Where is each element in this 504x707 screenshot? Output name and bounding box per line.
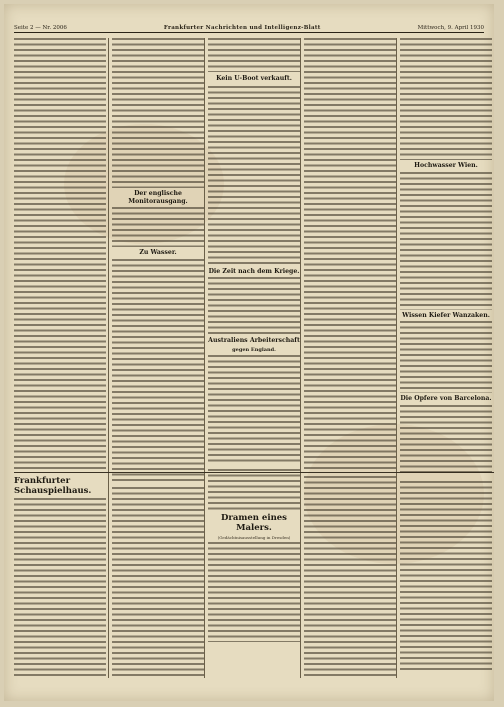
page-label: Seite 2 — Nr. 2006 — [14, 25, 67, 31]
article-body — [14, 38, 106, 470]
page-header — [14, 18, 484, 33]
article-body — [112, 207, 204, 247]
column-1 — [14, 38, 106, 678]
article-heading-australien: Australiens Arbeiterschaft — [208, 337, 300, 344]
article-body — [400, 38, 492, 160]
article-body — [304, 476, 396, 676]
article-body — [400, 321, 492, 393]
article-body — [112, 38, 204, 188]
article-body — [208, 38, 300, 72]
column-rule — [108, 38, 109, 678]
article-heading-dramen: Dramen eines Malers. — [221, 512, 287, 533]
article-body — [112, 259, 204, 481]
article-body — [400, 405, 492, 475]
column-rule — [204, 38, 205, 678]
article-subheading-dramen: (Gedächtnisausstellung in Dresden) — [217, 534, 291, 540]
article-heading-schauspiel: Frankfurter Schauspielhaus. — [14, 476, 92, 496]
article-subheading-australien: gegen England. — [232, 346, 276, 353]
article-heading-uboot: Kein U-Boot verkauft. — [216, 75, 292, 82]
article-body — [14, 498, 106, 678]
article-body — [304, 38, 396, 470]
article-heading-monitor: Der englische Monitorausgang. — [128, 190, 188, 205]
column-rule — [396, 38, 397, 678]
newspaper-page — [4, 4, 494, 701]
column-5 — [400, 38, 492, 678]
article-heading-wissen: Wissen Kiefer Wanzaken. — [402, 311, 490, 319]
paper-title: Frankfurter Nachrichten und Intelligenz-Blatt — [163, 25, 321, 31]
column-3 — [208, 38, 300, 678]
article-body — [208, 542, 300, 642]
issue-date: Mittwoch, 9. April 1930 — [417, 25, 484, 31]
article-body — [208, 86, 300, 266]
article-heading-wien: Hochwasser Wien. — [414, 162, 478, 169]
article-heading-wasser: Zu Wasser. — [139, 249, 177, 256]
article-body — [112, 487, 204, 677]
article-heading-krieg: Die Zeit nach dem Kriege. — [208, 267, 300, 275]
article-heading-barcelona: Die Opfere von Barcelona. — [400, 395, 492, 402]
column-2 — [112, 38, 204, 678]
article-body — [400, 481, 492, 671]
article-body — [208, 277, 300, 335]
article-body — [400, 172, 492, 310]
column-4 — [304, 38, 396, 678]
article-body — [208, 355, 300, 463]
column-rule — [300, 38, 301, 678]
article-body — [208, 469, 300, 511]
